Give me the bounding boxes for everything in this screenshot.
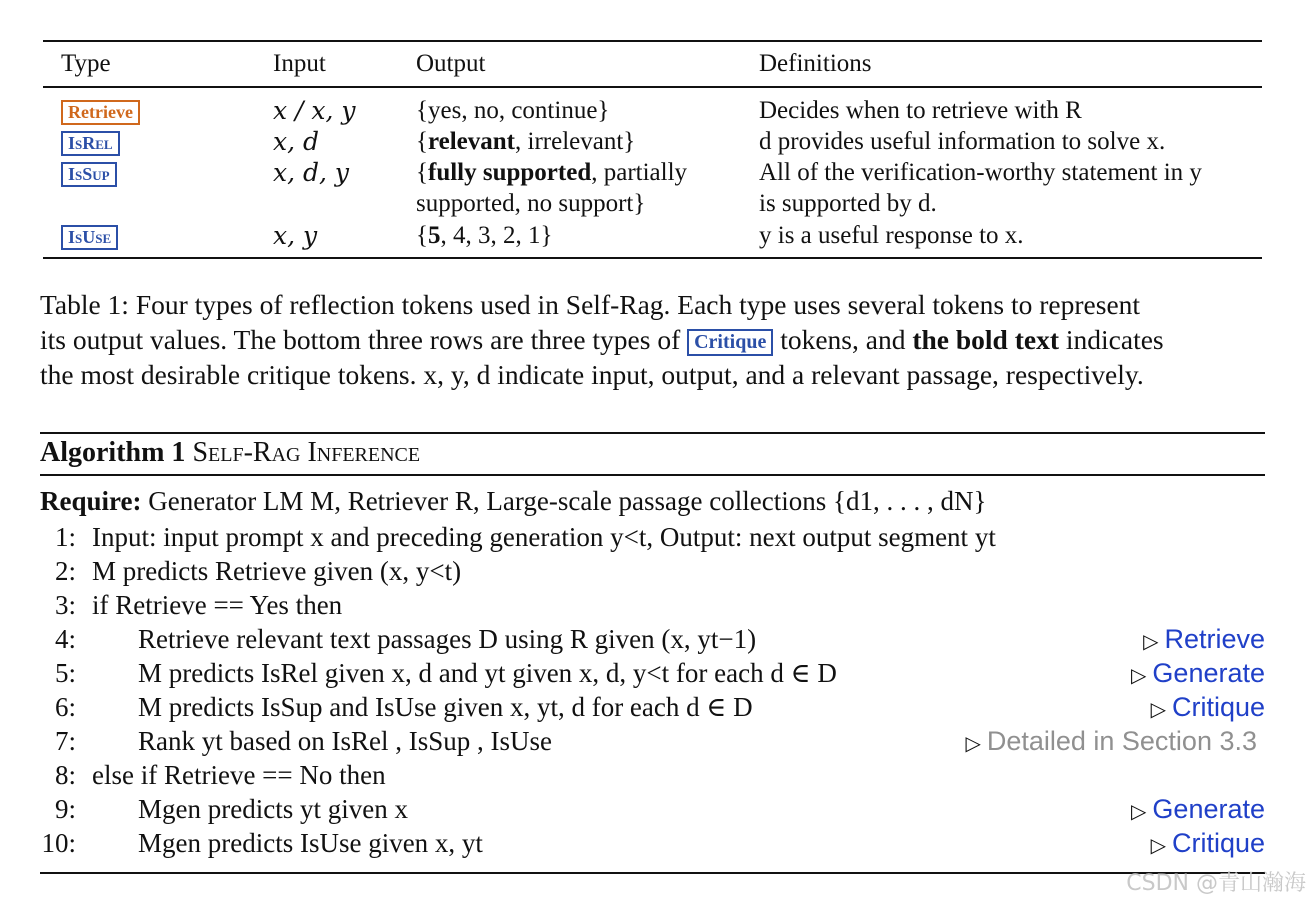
- line-text: Retrieve relevant text passages D using R given (x, yt−1): [138, 624, 757, 654]
- algorithm-line-4: [40, 622, 1265, 656]
- definition-cell: All of the verification-worthy statement in y: [759, 159, 1202, 186]
- input-cell: x, d: [273, 127, 319, 156]
- require-label: Require:: [40, 486, 142, 516]
- line-text: M predicts IsSup and IsUse given x, yt, d for each d ∈ D: [138, 692, 753, 722]
- line-number: 2:: [54, 556, 76, 586]
- header-output: Output: [416, 50, 486, 77]
- algorithm-line-6: [40, 690, 1265, 724]
- input-cell: x, y: [273, 221, 318, 250]
- comment-triangle-icon: ▷: [1150, 835, 1166, 857]
- comment-triangle-icon: ▷: [965, 733, 981, 755]
- line-number: 10:: [41, 828, 76, 858]
- algorithm-line-8: [40, 758, 1265, 792]
- table-row: [61, 96, 140, 126]
- algorithm-line-9: [40, 792, 1265, 826]
- comment-triangle-icon: ▷: [1131, 801, 1147, 823]
- algorithm-title-rule: [40, 474, 1265, 476]
- watermark: CSDN @青山瀚海: [1126, 871, 1306, 896]
- line-comment: [1131, 792, 1265, 829]
- caption-text: tokens, and: [780, 324, 906, 355]
- output-bold: relevant: [428, 128, 516, 155]
- line-text: M predicts Retrieve given (x, y<t): [92, 556, 462, 586]
- line-number: 6:: [54, 692, 76, 722]
- output-bold: 5: [428, 222, 441, 249]
- algorithm-line-10: [40, 826, 1265, 860]
- comment-text: Generate: [1152, 794, 1265, 824]
- line-text: Mgen predicts yt given x: [138, 794, 408, 824]
- line-comment: [1151, 690, 1265, 727]
- line-number: 9:: [54, 794, 76, 824]
- require-line: [40, 484, 1265, 518]
- line-comment: [1143, 622, 1265, 659]
- algorithm-top-rule: [40, 432, 1265, 434]
- header-input: Input: [273, 50, 326, 77]
- comment-text: Critique: [1171, 828, 1265, 858]
- definition-cell: y is a useful response to x.: [759, 222, 1024, 249]
- critique-token: Critique: [687, 329, 773, 356]
- definition-cell: d provides useful information to solve x.: [759, 128, 1166, 155]
- isrel-token: IsRel: [61, 131, 120, 156]
- output-cell: {5, 4, 3, 2, 1}: [416, 222, 553, 249]
- isuse-token: IsUse: [61, 225, 118, 250]
- line-comment: [1151, 826, 1265, 863]
- definition-cell-line2: is supported by d.: [759, 190, 937, 217]
- comment-text: Retrieve: [1164, 624, 1265, 654]
- output-rest: , irrelevant}: [515, 128, 636, 155]
- line-text: else if Retrieve == No then: [92, 760, 386, 790]
- caption-text: indicates: [1065, 324, 1164, 355]
- caption-text: its output values. The bottom three rows are three types of: [40, 324, 681, 355]
- line-number: 4:: [54, 624, 76, 654]
- input-cell: x / x, y: [273, 96, 356, 125]
- algorithm-line-5: [40, 656, 1265, 690]
- caption-line-3: the most desirable critique tokens. x, y, d indicate input, output, and a relevant passage, respectively.: [40, 359, 1144, 390]
- algorithm-line-3: [40, 588, 1265, 622]
- output-rest: , partially: [591, 159, 688, 186]
- comment-text: Detailed in Section 3.3: [986, 726, 1257, 756]
- output-bold: fully supported: [428, 159, 592, 186]
- table-top-rule: [43, 40, 1262, 42]
- table-bottom-rule: [43, 257, 1262, 259]
- output-cell: {yes, no, continue}: [416, 97, 610, 124]
- algorithm-line-2: [40, 554, 1265, 588]
- output-rest: , 4, 3, 2, 1}: [440, 222, 553, 249]
- line-comment: [965, 724, 1257, 761]
- algorithm-title: [40, 436, 1265, 470]
- definition-cell: Decides when to retrieve with R: [759, 97, 1082, 124]
- retrieve-token: Retrieve: [61, 100, 140, 125]
- algorithm-name: Self-Rag Inference: [192, 437, 421, 468]
- output-cell: {relevant, irrelevant}: [416, 128, 636, 155]
- algorithm-line-7: [40, 724, 1265, 758]
- caption-line-1: Table 1: Four types of reflection tokens used in Self-Rag. Each type uses several tokens to represent: [40, 289, 1141, 320]
- comment-text: Critique: [1171, 692, 1265, 722]
- line-text: M predicts IsRel given x, d and yt given x, d, y<t for each d ∈ D: [138, 658, 837, 688]
- table-row: [61, 158, 117, 188]
- line-text: if Retrieve == Yes then: [92, 590, 343, 620]
- header-type: Type: [61, 50, 111, 77]
- line-number: 3:: [54, 590, 76, 620]
- line-text: Mgen predicts IsUse given x, yt: [138, 828, 483, 858]
- caption-bold-text: the bold text: [912, 324, 1060, 355]
- table-caption: [40, 287, 1265, 392]
- header-definitions: Definitions: [759, 50, 872, 77]
- line-number: 7:: [54, 726, 76, 756]
- table-row: [61, 127, 120, 157]
- comment-triangle-icon: ▷: [1150, 699, 1166, 721]
- comment-text: Generate: [1152, 658, 1265, 688]
- line-text: Input: input prompt x and preceding generation y<t, Output: next output segment yt: [92, 522, 996, 552]
- algorithm-line-1: [40, 520, 1265, 554]
- line-number: 5:: [54, 658, 76, 688]
- comment-triangle-icon: ▷: [1143, 631, 1159, 653]
- output-cell: {fully supported, partially: [416, 159, 688, 186]
- table-header-rule: [43, 86, 1262, 88]
- line-comment: [1131, 656, 1265, 693]
- comment-triangle-icon: ▷: [1131, 665, 1147, 687]
- issup-token: IsSup: [61, 162, 117, 187]
- line-text: Rank yt based on IsRel , IsSup , IsUse: [138, 726, 552, 756]
- algorithm-number: Algorithm 1: [40, 437, 186, 468]
- input-cell: x, d, y: [273, 158, 350, 187]
- line-number: 1:: [54, 522, 76, 552]
- require-text: Generator LM M, Retriever R, Large-scale passage collections {d1, . . . , dN}: [148, 486, 987, 516]
- line-number: 8:: [54, 760, 76, 790]
- table-row: [61, 221, 118, 251]
- output-cell-line2: supported, no support}: [416, 190, 646, 217]
- algorithm-bottom-rule: [40, 872, 1265, 874]
- caption-line-2: [40, 322, 1265, 357]
